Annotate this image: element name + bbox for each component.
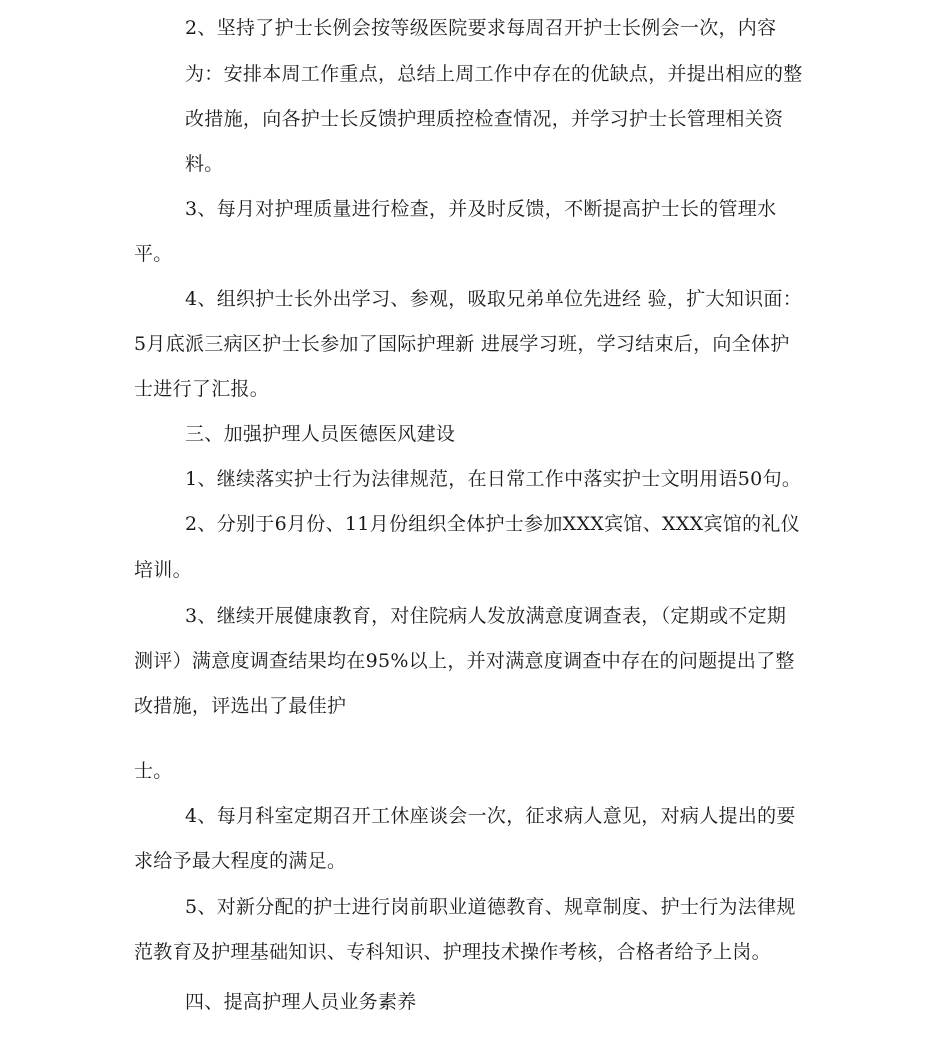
text-line: 3、每月对护理质量进行检查，并及时反馈，不断提高护士长的管理水 bbox=[185, 198, 777, 220]
text-line: 改措施，评选出了最佳护 bbox=[134, 695, 347, 717]
text-line: 5月底派三病区护士长参加了国际护理新 进展学习班，学习结束后，向全体护 bbox=[134, 333, 790, 355]
text-line: 料。 bbox=[185, 153, 224, 175]
text-line: 4、每月科室定期召开工休座谈会一次，征求病人意见，对病人提出的要 bbox=[185, 805, 796, 827]
section-heading: 三、加强护理人员医德医风建设 bbox=[185, 423, 456, 445]
section-heading: 四、提高护理人员业务素养 bbox=[185, 991, 417, 1013]
text-line: 求给予最大程度的满足。 bbox=[134, 850, 347, 872]
text-line: 为：安排本周工作重点，总结上周工作中存在的优缺点，并提出相应的整 bbox=[185, 63, 803, 85]
text-line: 3、继续开展健康教育，对住院病人发放满意度调查表，（定期或不定期 bbox=[185, 605, 787, 627]
text-line: 测评）满意度调查结果均在95%以上，并对满意度调查中存在的问题提出了整 bbox=[134, 650, 795, 672]
text-line: 士。 bbox=[134, 760, 173, 782]
text-line: 2、坚持了护士长例会按等级医院要求每周召开护士长例会一次，内容 bbox=[185, 17, 777, 39]
text-line: 士进行了汇报。 bbox=[134, 378, 270, 400]
text-line: 4、组织护士长外出学习、参观，吸取兄弟单位先进经 验，扩大知识面： bbox=[185, 288, 803, 310]
text-line: 平。 bbox=[134, 243, 173, 265]
text-line: 2、分别于6月份、11月份组织全体护士参加XXX宾馆、XXX宾馆的礼仪 bbox=[185, 513, 801, 535]
text-line: 1、继续落实护士行为法律规范，在日常工作中落实护士文明用语50句。 bbox=[185, 468, 802, 490]
text-line: 范教育及护理基础知识、专科知识、护理技术操作考核，合格者给予上岗。 bbox=[134, 941, 771, 963]
text-line: 培训。 bbox=[134, 559, 192, 581]
text-line: 改措施，向各护士长反馈护理质控检查情况，并学习护士长管理相关资 bbox=[185, 108, 784, 130]
text-line: 5、对新分配的护士进行岗前职业道德教育、规章制度、护士行为法律规 bbox=[185, 896, 796, 918]
